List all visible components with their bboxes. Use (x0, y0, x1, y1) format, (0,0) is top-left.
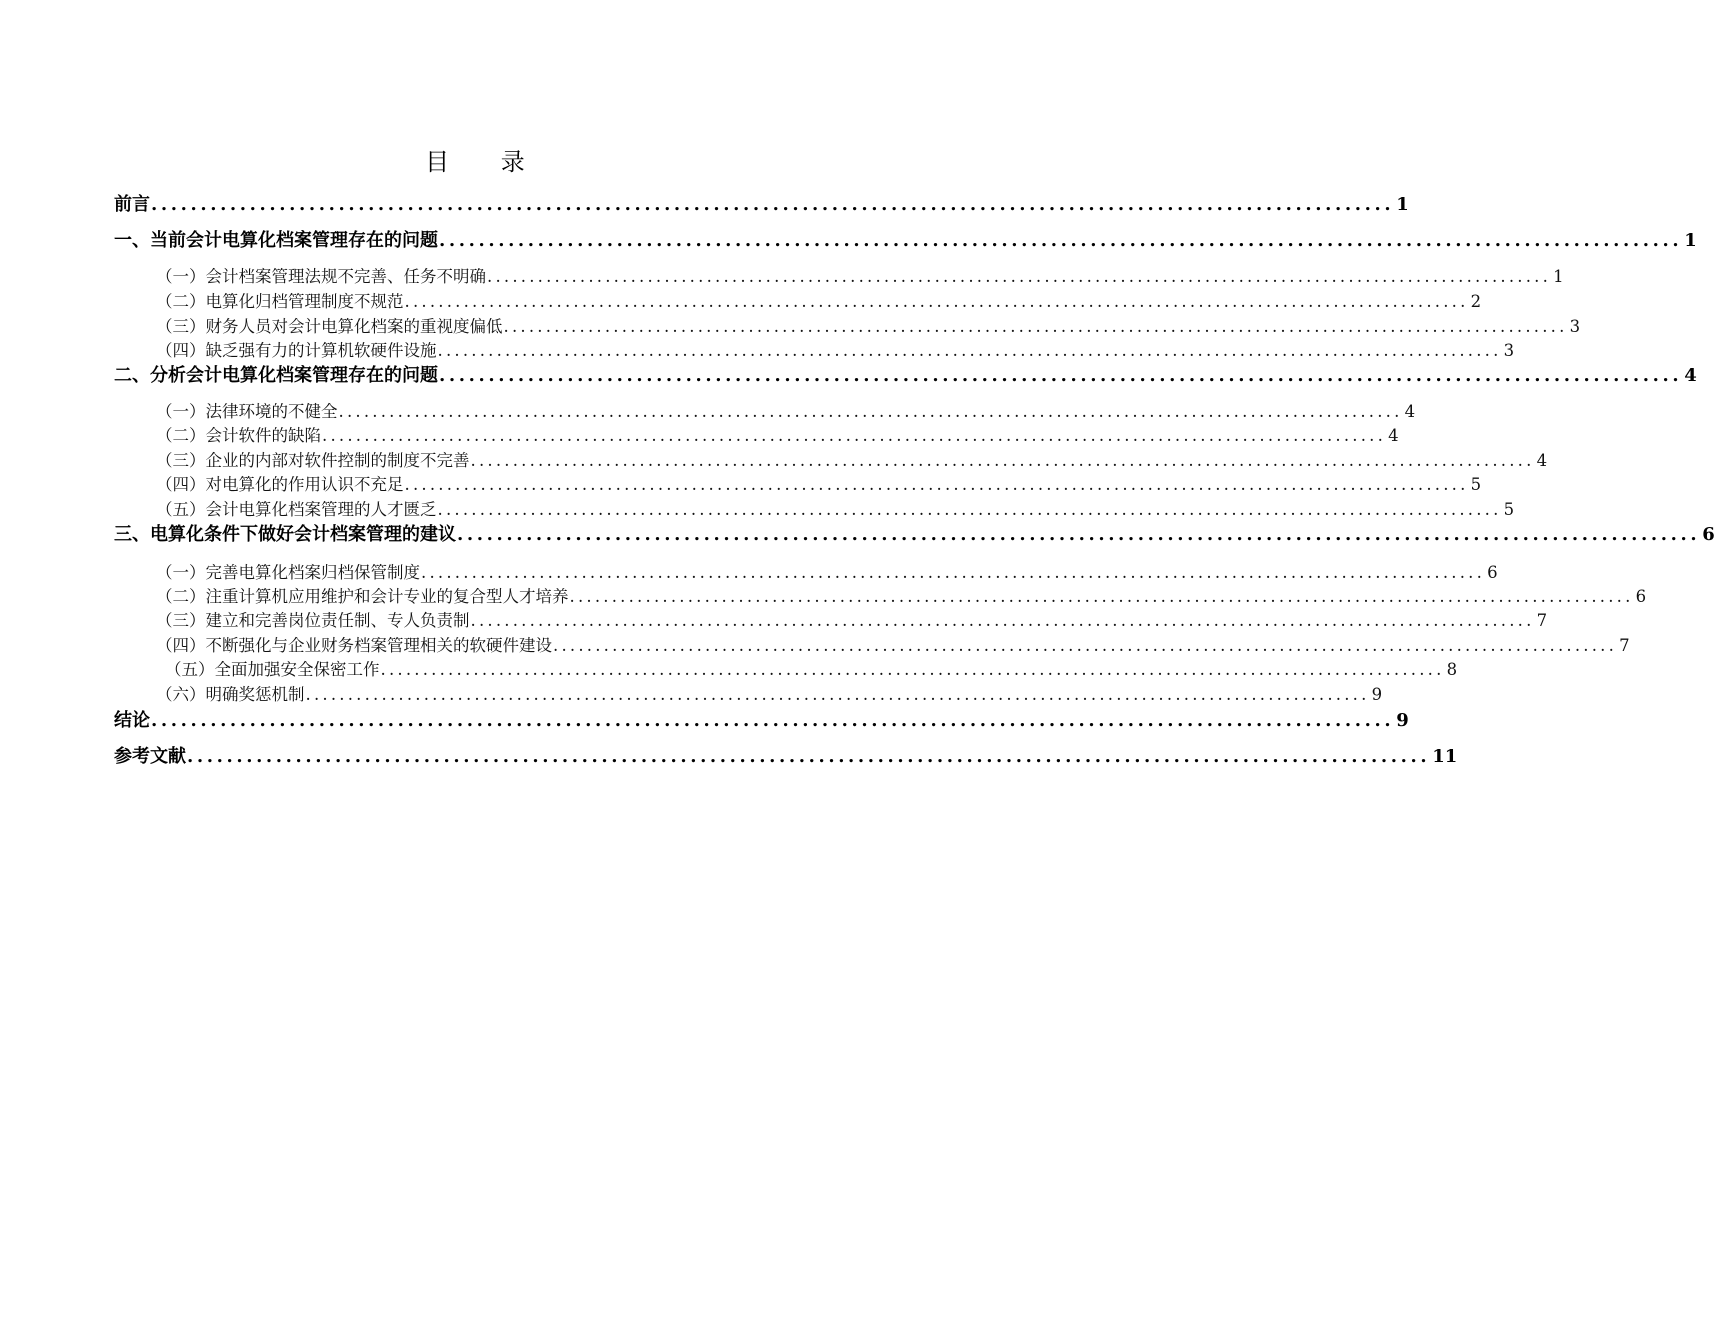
toc-entry-page: 3 (1569, 317, 1581, 336)
toc-entry (114, 364, 1697, 388)
toc-entry-page: 6 (1487, 563, 1498, 582)
toc-entry-page: 3 (1503, 341, 1515, 360)
dot-leader: .............................................................................................................................. (437, 341, 1502, 360)
toc-entry-label: （三）企业的内部对软件控制的制度不完善 (156, 451, 470, 470)
toc-entry-label: 前言 (114, 194, 150, 215)
toc-entry-label: 参考文献 (114, 746, 186, 767)
dot-leader: .............................................................................................................................. (305, 685, 1370, 704)
dot-leader: .............................................................................................................................. (487, 267, 1552, 286)
toc-entry (156, 425, 1399, 447)
dot-leader: .............................................................................................................................. (439, 365, 1683, 386)
toc-entry (156, 340, 1515, 362)
toc-entry-page: 1 (1553, 267, 1564, 286)
toc-entry-label: （二）注重计算机应用维护和会计专业的复合型人才培养 (156, 587, 569, 606)
dot-leader: .............................................................................................................................. (187, 746, 1431, 767)
dot-leader: .............................................................................................................................. (439, 230, 1683, 251)
dot-leader: .............................................................................................................................. (151, 710, 1395, 731)
page-title: 目 录 (425, 148, 547, 176)
toc-entry-page: 4 (1404, 402, 1416, 421)
toc-entry (156, 499, 1515, 521)
toc-entry (156, 635, 1630, 657)
toc-entry-label: （六）明确奖惩机制 (156, 685, 305, 704)
toc-entry-page: 9 (1396, 710, 1409, 731)
dot-leader: .............................................................................................................................. (404, 475, 1469, 494)
toc-entry-page: 4 (1684, 365, 1697, 386)
toc-entry-label: （四）缺乏强有力的计算机软硬件设施 (156, 341, 437, 360)
toc-entry (156, 316, 1581, 338)
toc-entry (156, 586, 1647, 608)
table-of-contents (114, 0, 1715, 800)
toc-entry (156, 562, 1498, 584)
toc-entry-page: 6 (1635, 587, 1647, 606)
toc-entry-label: （一）会计档案管理法规不完善、任务不明确 (156, 267, 486, 286)
toc-entry-label: （一）完善电算化档案归档保管制度 (156, 563, 420, 582)
dot-leader: .............................................................................................................................. (470, 611, 1535, 630)
dot-leader: .............................................................................................................................. (437, 500, 1502, 519)
dot-leader: .............................................................................................................................. (457, 524, 1701, 545)
toc-entry-page: 9 (1371, 685, 1383, 704)
toc-entry (114, 193, 1409, 217)
toc-entry-label: （四）不断强化与企业财务档案管理相关的软硬件建设 (156, 636, 552, 655)
toc-entry (114, 229, 1697, 253)
toc-entry-label: 三、电算化条件下做好会计档案管理的建议 (114, 524, 456, 545)
toc-entry (156, 266, 1564, 288)
toc-entry-page: 5 (1470, 475, 1482, 494)
toc-entry (114, 745, 1458, 769)
toc-entry-label: （四）对电算化的作用认识不充足 (156, 475, 404, 494)
toc-entry (114, 523, 1715, 547)
toc-entry-page: 1 (1396, 194, 1409, 215)
dot-leader: .............................................................................................................................. (151, 194, 1395, 215)
toc-entry-page: 5 (1503, 500, 1515, 519)
toc-entry-page: 11 (1432, 746, 1458, 767)
toc-entry-page: 1 (1684, 230, 1697, 251)
toc-entry-page: 4 (1536, 451, 1548, 470)
toc-entry-page: 8 (1446, 660, 1458, 679)
toc-entry-label: （二）电算化归档管理制度不规范 (156, 292, 404, 311)
toc-entry (156, 474, 1482, 496)
toc-entry (156, 401, 1416, 423)
toc-entry-page: 6 (1702, 524, 1715, 545)
toc-entry-label: （二）会计软件的缺陷 (156, 426, 321, 445)
dot-leader: .............................................................................................................................. (322, 426, 1387, 445)
dot-leader: .............................................................................................................................. (404, 292, 1469, 311)
dot-leader: .............................................................................................................................. (380, 660, 1445, 679)
toc-entry-label: （三）财务人员对会计电算化档案的重视度偏低 (156, 317, 503, 336)
toc-entry (165, 659, 1458, 681)
dot-leader: .............................................................................................................................. (421, 563, 1486, 582)
toc-entry-label: 结论 (114, 710, 150, 731)
toc-entry-label: 二、分析会计电算化档案管理存在的问题 (114, 365, 438, 386)
toc-entry-page: 7 (1536, 611, 1548, 630)
toc-entry-label: （一）法律环境的不健全 (156, 402, 338, 421)
dot-leader: .............................................................................................................................. (503, 317, 1568, 336)
dot-leader: .............................................................................................................................. (553, 636, 1618, 655)
toc-entry (114, 709, 1409, 733)
toc-entry-page: 7 (1619, 636, 1630, 655)
toc-entry-page: 4 (1388, 426, 1399, 445)
toc-entry (156, 610, 1548, 632)
dot-leader: .............................................................................................................................. (569, 587, 1634, 606)
toc-entry (156, 450, 1548, 472)
dot-leader: .............................................................................................................................. (470, 451, 1535, 470)
toc-entry-label: （五）全面加强安全保密工作 (165, 660, 380, 679)
toc-entry (156, 684, 1383, 706)
toc-entry-label: 一、当前会计电算化档案管理存在的问题 (114, 230, 438, 251)
dot-leader: .............................................................................................................................. (338, 402, 1403, 421)
toc-entry-label: （五）会计电算化档案管理的人才匮乏 (156, 500, 437, 519)
toc-entry-label: （三）建立和完善岗位责任制、专人负责制 (156, 611, 470, 630)
toc-entry-page: 2 (1470, 292, 1482, 311)
toc-entry (156, 291, 1482, 313)
